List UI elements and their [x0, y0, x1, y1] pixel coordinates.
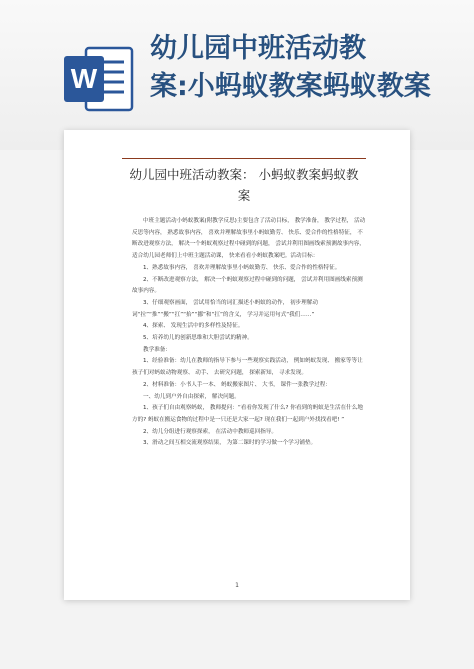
document-title-line1: 幼儿园中班活动教案： 小蚂蚁教案蚂蚁教: [129, 167, 359, 182]
paragraph-goal-5: 5、培养幼儿的创新思维和大胆尝试的精神。: [143, 335, 253, 342]
banner-title-line1: 幼儿园中班活动教: [150, 33, 366, 64]
banner-title-line2: 案:小蚂蚁教案蚂蚁教案: [150, 71, 431, 102]
paragraph-goal-4: 4、探索、 发现生活中的多样性及特征。: [143, 323, 244, 330]
banner: [0, 0, 474, 150]
page-number: 1: [235, 582, 239, 589]
paragraph-goal-2: 2、不断改进观察方法， 解决一个蚂蚁观察过程中碰到的问题， 尝试并利用图画线索预测故事内容。: [132, 276, 363, 295]
paragraph-intro: 中班主题活动小蚂蚁教案(附教学反思)主要包含了活动目标， 教学准备， 教学过程， 活动反思等内容， 熟悉故事内容， 喜欢并理解故事里小蚂蚁勤劳、 快乐、爱合作的性格特征， 不断改进观察方法， 解决一个蚂蚁观察过程中碰到的问题， 尝试并利用图画线索预测故事内容， 适合幼儿园老师们上中班主题活动课， 快来看看小蚂蚁教案吧。活动目标：: [132, 218, 366, 260]
paragraph-prep-1: 1、经验准备：幼儿在教师的指导下参与一些观察实践活动， 例如蚂蚁发现、 搬家等等让孩子们对蚂蚁动物观察、 动手、 去研究问题， 探索新知， 寻求发现。: [132, 358, 363, 377]
document-body: [132, 216, 366, 450]
paragraph-goal-3: 3、仔细观察画面， 尝试用恰当的词汇描述小蚂蚁的动作， 初步理解动词“拉”“推”“搬”“扛”“抬”“挪”和“扛”的含义， 学习并运用句式“我们……”: [132, 299, 318, 318]
word-logo-letter: W: [70, 63, 98, 94]
paragraph-process-1-1: 1、孩子们自由观察蚂蚁， 教师提问：“看看你发现了什么? 你看到的蚂蚁是生活在什么地方的? 蚂蚁在搬运食物的过程中是一只还是大家一起? 现在我们一起到户外找找看吧! ”: [132, 405, 363, 423]
document-title: [122, 164, 366, 206]
word-document-icon: [62, 42, 136, 116]
document-title-line2: 案: [237, 188, 251, 203]
banner-title: [150, 30, 470, 106]
document-page: [64, 130, 410, 600]
paragraph-goal-1: 1、熟悉故事内容， 喜欢并理解故事里小蚂蚁勤劳、 快乐、爱合作的性格特征。: [143, 264, 341, 271]
paragraph-process-1-3: 3、滑动之间互相交流观察结果， 为第二课时的学习做一个学习铺垫。: [143, 440, 317, 447]
paragraph-process-1: 一、幼儿到户外自由探索， 解决问题。: [143, 393, 240, 400]
paragraph-prep-2: 2、材料准备：小书人手一本、 蚂蚁搬家图片、 大书， 课件一张教学过程：: [143, 381, 331, 388]
title-rule: [122, 158, 366, 159]
paragraph-process-1-2: 2、幼儿分组进行观察探索， 在活动中教师巡回指导。: [143, 428, 277, 435]
section-heading-preparation: 教学准备：: [143, 346, 171, 353]
